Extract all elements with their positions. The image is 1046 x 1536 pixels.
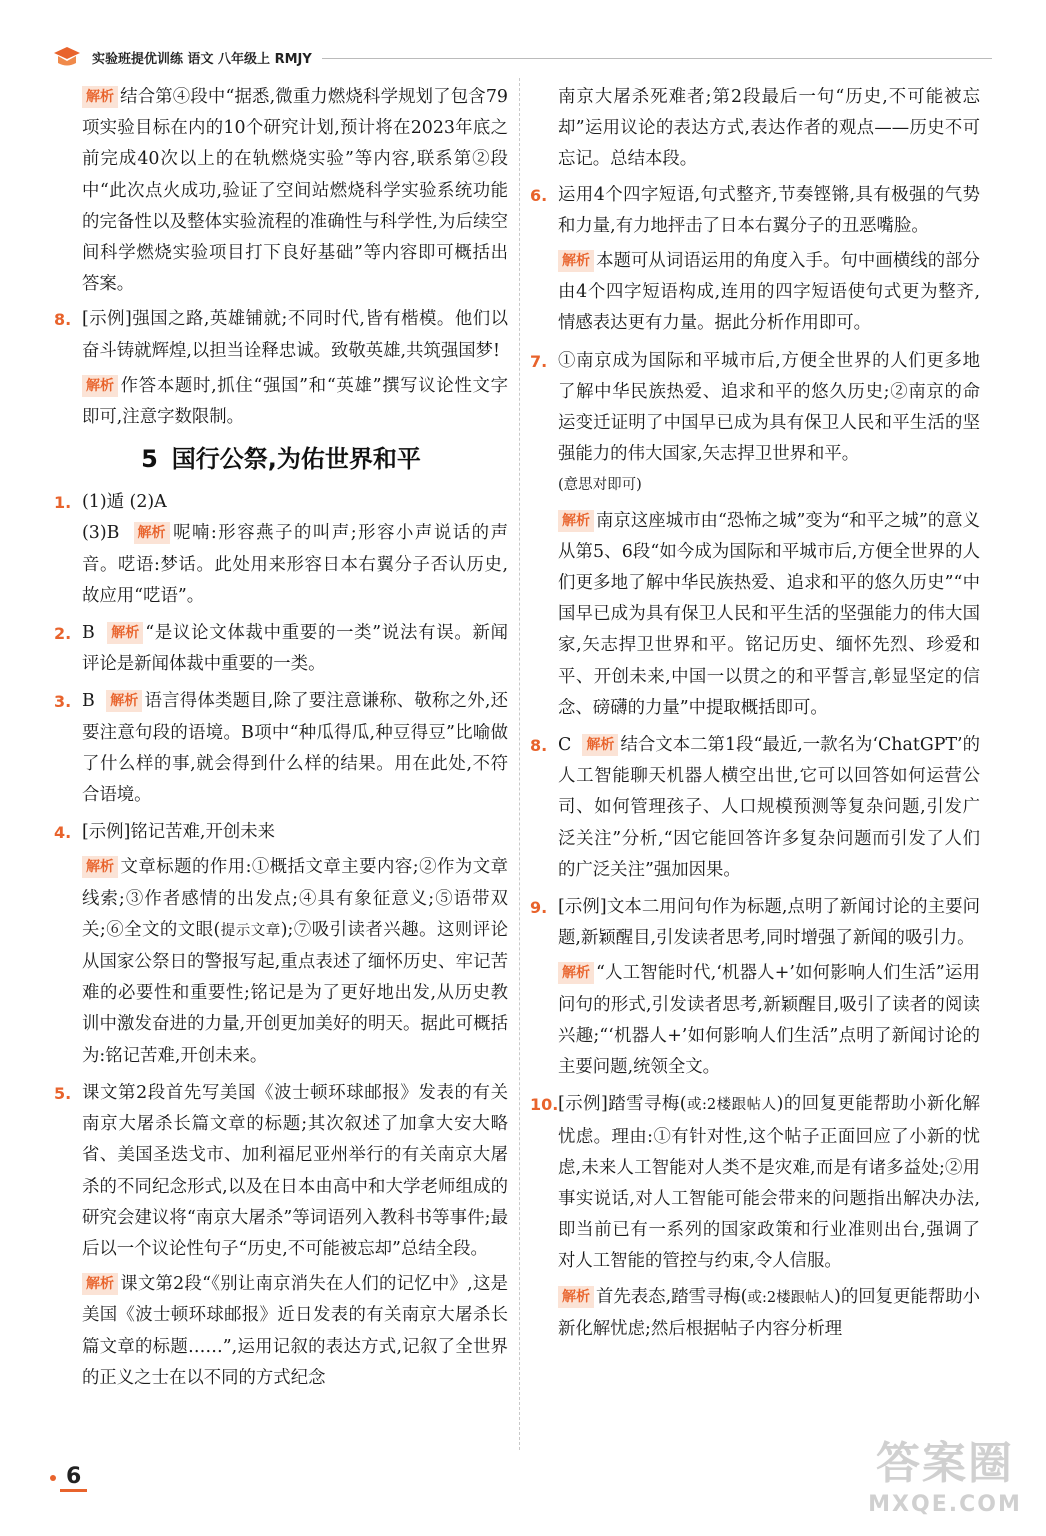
answer-text: [示例]强国之路,英雄铺就;不同时代,皆有楷模。他们以奋斗铸就辉煌,以担当诠释忠诚。致敬英雄,共筑强国梦!: [82, 309, 508, 361]
section5-question-9: 9. [示例]文本二用问句作为标题,点明了新闻讨论的主要问题,新颖醒目,引发读者思考,同时增强了新闻的吸引力。 解析 “人工智能时代,‘机器人+’如何影响人们生活”运用问句的形式,引发读者思考,新颖醒目,吸引了读者的阅读兴趣;“‘机器人+’如何影响人们生活”点明了新闻讨论的主要问题,统领全文。: [530, 892, 980, 1083]
column-divider: [519, 78, 520, 1450]
section5-question-3: 3. B 解析 语言得体类题目,除了要注意谦称、敬称之外,还要注意句段的语境。B项中“种瓜得瓜,种豆得豆”比喻做了什么样的事,就会得到什么样的结果。用在此处,不符合语境。: [54, 691, 508, 806]
analysis: 解析 本题可从词语运用的角度入手。句中画横线的部分由4个四字短语构成,连用的四字短语使句式更为整齐,情感表达更有力量。据此分析作用即可。: [558, 251, 980, 334]
section5-question-4: 4. [示例]铭记苦难,开创未来 解析 文章标题的作用:①概括文章主要内容;②作为文章线索;③作者感情的出发点;④具有象征意义;⑤语带双关;⑥全文的文眼(提示文章);⑦吸引读者兴趣。这则评论从国家公祭日的警报写起,重点表述了缅怀历史、牢记苦难的必要性和重要性;铭记是为了更好地出发,从历史教训中激发奋进的力量,开创更加美好的明天。据此可概括为:铭记苦难,开创未来。: [54, 817, 508, 1072]
book-logo-icon: [52, 44, 82, 70]
section5-question-5: 5. 课文第2段首先写美国《波士顿环球邮报》发表的有关南京大屠杀长篇文章的标题;其次叙述了加拿大安大略省、美国圣迭戈市、加利福尼亚州举行的有关南京大屠杀的不同纪念形式,以及在日本由高中和大学老师组成的研究会建议将“南京大屠杀”等词语列入教科书等事件;最后以一个议论性句子“历史,不可能被忘却”总结全段。 解析 课文第2段“《别让南京消失在人们的记忆中》,这是美国《波士顿环球邮报》近日发表的有关南京大屠杀长篇文章的标题……”,运用记叙的表达方式,记叙了全世界的正义之士在以不同的方式纪念: [54, 1078, 508, 1394]
section5-question-2: 2. B 解析 “是议论文体裁中重要的一类”说法有误。新闻评论是新闻体裁中重要的一类。: [54, 623, 508, 675]
left-column: [54, 82, 508, 1400]
header-rule: [322, 58, 992, 59]
analysis: 解析 课文第2段“《别让南京消失在人们的记忆中》,这是美国《波士顿环球邮报》近日发表的有关南京大屠杀长篇文章的标题……”,运用记叙的表达方式,记叙了全世界的正义之士在以不同的方式纪念: [82, 1274, 508, 1388]
analysis: 解析 文章标题的作用:①概括文章主要内容;②作为文章线索;③作者感情的出发点;④具有象征意义;⑤语带双关;⑥全文的文眼(提示文章);⑦吸引读者兴趣。这则评论从国家公祭日的警报写起,重点表述了缅怀历史、牢记苦难的必要性和重要性;铭记是为了更好地出发,从历史教训中激发奋进的力量,开创更加美好的明天。据此可概括为:铭记苦难,开创未来。: [82, 857, 508, 1066]
section-title: 5 国行公祭,为佑世界和平: [141, 445, 421, 474]
page-header: [52, 40, 992, 74]
section5-question-6: 6. 运用4个四字短语,句式整齐,节奏铿锵,具有极强的气势和力量,有力地抨击了日本右翼分子的丑恶嘴脸。 解析 本题可从词语运用的角度入手。句中画横线的部分由4个四字短语构成,连用的四字短语使句式更为整齐,情感表达更有力量。据此分析作用即可。: [530, 180, 980, 340]
page-number: 6: [50, 1460, 96, 1496]
answer-note: (意思对即可): [558, 477, 642, 494]
watermark: 答案圈 MXQE.COM: [868, 1438, 1022, 1517]
analysis: 解析 首先表态,踏雪寻梅(或:2楼跟帖人)的回复更能帮助小新化解忧虑;然后根据帖子内容分析理: [558, 1286, 980, 1339]
analysis-tag: 解析: [82, 86, 118, 108]
section5-question-7: 7. ①南京成为国际和平城市后,方便全世界的人们更多地了解中华民族热爱、追求和平的悠久历史;②南京的命运变迁证明了中国早已成为具有保卫人民和平生活的坚强能力的伟大国家,矢志捍卫世界和平。 (意思对即可) 解析 南京这座城市由“恐怖之城”变为“和平之城”的意义从第5、6段“如今成为国际和平城市后,方便全世界的人们更多地了解中华民族热爱、追求和平的悠久历史”“中国早已成为具有保卫人民和平生活的坚强能力的伟大国家,矢志捍卫世界和平。铭记历史、缅怀先烈、珍爱和平、开创未来,中国一以贯之的和平誓言,彰显坚定的信念、磅礴的力量”中提取概括即可。: [530, 346, 980, 724]
question-8: 8. [示例]强国之路,英雄铺就;不同时代,皆有楷模。他们以奋斗铸就辉煌,以担当诠释忠诚。致敬英雄,共筑强国梦! 解析 作答本题时,抓住“强国”和“英雄”撰写议论性文字即可,注意字数限制。: [54, 304, 508, 433]
section5-question-8: 8. C 解析 结合文本二第1段“最近,一款名为‘ChatGPT’的人工智能聊天机器人横空出世,它可以回答如何运营公司、如何管理孩子、人口规模预测等复杂问题,引发广泛关注”分析,“因它能回答许多复杂问题而引发了人们的广泛关注”强加因果。: [530, 735, 980, 880]
analysis: 解析 作答本题时,抓住“强国”和“英雄”撰写议论性文字即可,注意字数限制。: [82, 375, 508, 428]
page-dot-icon: [50, 1475, 56, 1481]
q5-analysis-continued: 南京大屠杀死难者;第2段最后一句“历史,不可能被忘却”运用议论的表达方式,表达作者的观点——历史不可忘记。总结本段。: [558, 87, 980, 170]
q7-analysis-continued: 解析 结合第④段中“据悉,微重力燃烧科学规划了包含79项实验目标在内的10个研究计划,预计将在2023年底之前完成40次以上的在轨燃烧实验”等内容,联系第②段中“此次点火成功,验证了空间站燃烧科学实验系统功能的完备性以及整体实验流程的准确性与科学性,为后续空间科学燃烧实验项目打下良好基础”等内容即可概括出答案。: [82, 87, 508, 295]
section5-question-10: 10. [示例]踏雪寻梅(或:2楼跟帖人)的回复更能帮助小新化解忧虑。理由:①有针对性,这个帖子正面回应了小新的忧虑,未来人工智能对人类不是灾难,而是有诸多益处;②用事实说话,对人工智能可能会带来的问题指出解决办法,即当前已有一系列的国家政策和行业准则出台,强调了对人工智能的管控与约束,令人信服。 解析 首先表态,踏雪寻梅(或:2楼跟帖人)的回复更能帮助小新化解忧虑;然后根据帖子内容分析理: [530, 1089, 980, 1345]
analysis: 解析 “人工智能时代,‘机器人+’如何影响人们生活”运用问句的形式,引发读者思考,新颖醒目,吸引了读者的阅读兴趣;“‘机器人+’如何影响人们生活”点明了新闻讨论的主要问题,统领全文。: [558, 963, 980, 1078]
analysis: 解析 南京这座城市由“恐怖之城”变为“和平之城”的意义从第5、6段“如今成为国际和平城市后,方便全世界的人们更多地了解中华民族热爱、追求和平的悠久历史”“中国早已成为具有保卫人民和平生活的坚强能力的伟大国家,矢志捍卫世界和平。铭记历史、缅怀先烈、珍爱和平、开创未来,中国一以贯之的和平誓言,彰显坚定的信念、磅礴的力量”中提取概括即可。: [558, 510, 980, 718]
right-column: [530, 82, 980, 1351]
book-title: 实验班提优训练 语文 八年级上 RMJY: [92, 51, 312, 67]
section5-question-1: 1. (1)遁 (2)A (3)B 解析 呢喃:形容燕子的叫声;形容小声说话的声音。呓语:梦话。此处用来形容日本右翼分子否认历史,故应用“呓语”。: [54, 492, 508, 606]
